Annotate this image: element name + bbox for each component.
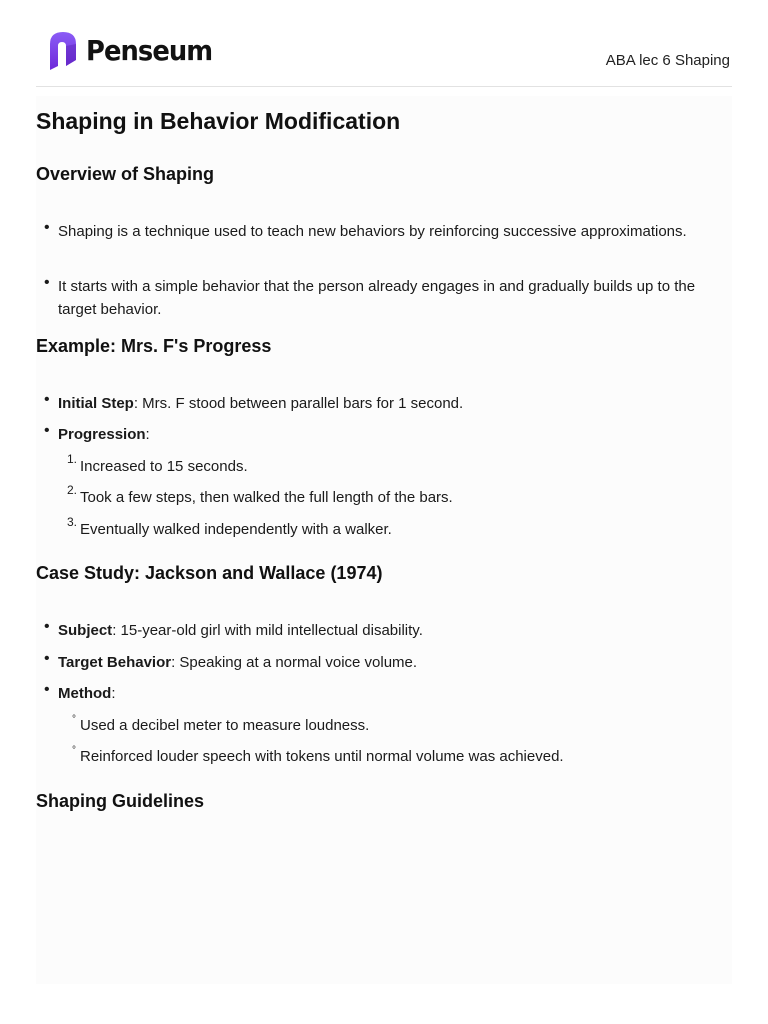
page-title: Shaping in Behavior Modification bbox=[36, 108, 401, 134]
numbered-item: 1. Increased to 15 seconds. bbox=[67, 452, 248, 475]
document-content bbox=[36, 96, 732, 984]
list-item: • Shaping is a technique used to teach new behaviors by reinforcing successive approximations. bbox=[36, 220, 706, 243]
bullet-dot-icon: • bbox=[44, 274, 50, 291]
label-initial-step: Initial Step bbox=[58, 395, 134, 412]
label-progression: Progression bbox=[58, 426, 146, 443]
label-target-behavior: Target Behavior bbox=[58, 654, 172, 671]
numbered-item: 3. Eventually walked independently with a walker. bbox=[67, 515, 392, 538]
bullet-dot-icon: • bbox=[44, 650, 50, 667]
label-subject: Subject bbox=[58, 622, 113, 639]
sub-list-item: ° Used a decibel meter to measure loudness. bbox=[36, 714, 656, 737]
sub-list-item: ° Reinforced louder speech with tokens until normal volume was achieved. bbox=[36, 745, 656, 768]
bullet-dot-icon: • bbox=[44, 391, 50, 408]
heading-case-study: Case Study: Jackson and Wallace (1974) bbox=[36, 563, 383, 583]
bullet-dot-icon: • bbox=[44, 219, 50, 236]
numbered-item: 2. Took a few steps, then walked the full length of the bars. bbox=[67, 483, 453, 506]
list-item: • Subject: 15-year-old girl with mild intellectual disability. bbox=[36, 619, 706, 642]
brand-name: Penseum bbox=[86, 34, 213, 67]
bullet-dot-icon: • bbox=[44, 681, 50, 698]
heading-example: Example: Mrs. F's Progress bbox=[36, 336, 272, 356]
list-item: • Progression: bbox=[36, 423, 706, 446]
bullet-dot-icon: • bbox=[44, 422, 50, 439]
brand-logo[interactable] bbox=[48, 30, 223, 72]
penseum-logo-icon bbox=[48, 30, 78, 72]
list-item: • It starts with a simple behavior that the person already engages in and gradually builds up to the target behavior. bbox=[36, 275, 706, 321]
heading-overview: Overview of Shaping bbox=[36, 164, 215, 184]
hollow-bullet-icon: ° bbox=[72, 745, 76, 756]
label-method: Method bbox=[58, 685, 112, 702]
list-item: • Method: bbox=[36, 682, 706, 705]
list-item: • Target Behavior: Speaking at a normal voice volume. bbox=[36, 651, 706, 674]
bullet-dot-icon: • bbox=[44, 618, 50, 635]
hollow-bullet-icon: ° bbox=[72, 714, 76, 725]
document-label: ABA lec 6 Shaping bbox=[605, 52, 730, 69]
list-item: • Initial Step: Mrs. F stood between parallel bars for 1 second. bbox=[36, 392, 706, 415]
page-header bbox=[36, 26, 732, 87]
heading-guidelines: Shaping Guidelines bbox=[36, 791, 205, 811]
